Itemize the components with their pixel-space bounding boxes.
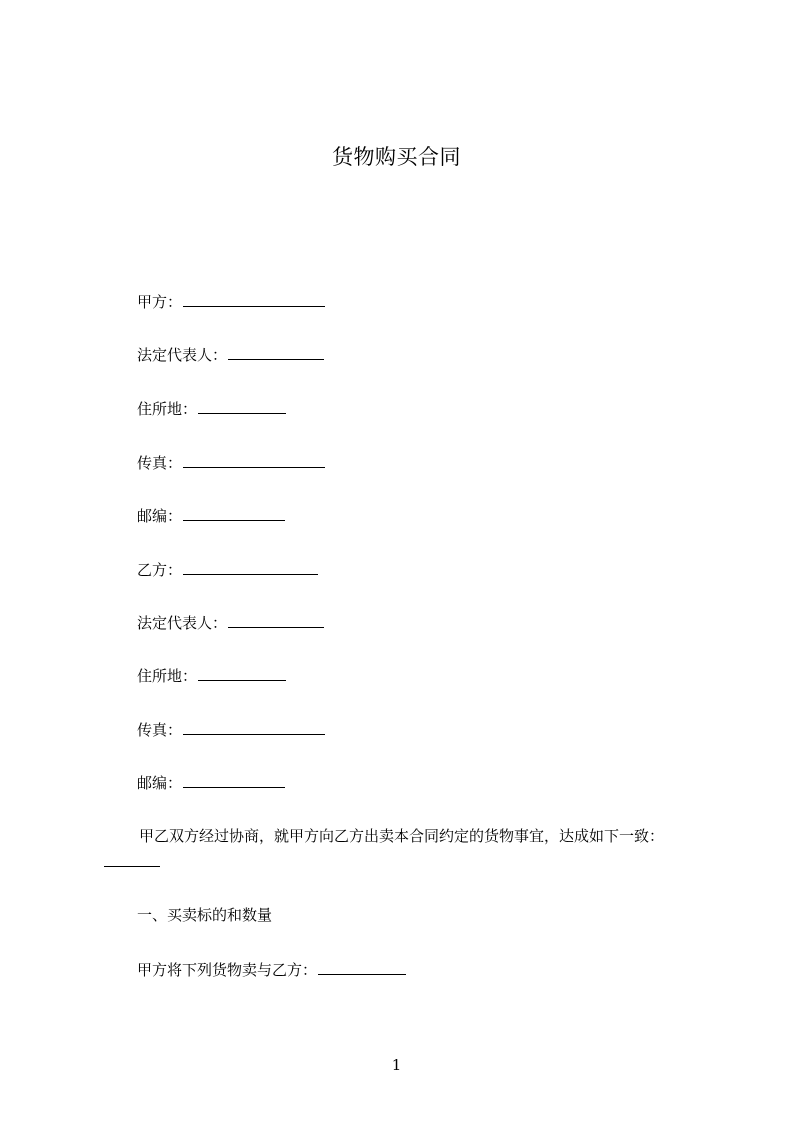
party-b-name-field bbox=[137, 559, 318, 580]
party-a-fax-blank[interactable] bbox=[183, 452, 325, 468]
intro-paragraph-blank[interactable] bbox=[104, 851, 160, 867]
party-b-postcode-label: 邮编： bbox=[137, 774, 183, 792]
party-a-postcode-field bbox=[137, 505, 285, 526]
party-a-name-blank[interactable] bbox=[183, 291, 325, 307]
party-a-name-field bbox=[137, 291, 325, 312]
party-b-fax-blank[interactable] bbox=[183, 719, 325, 735]
party-a-postcode-blank[interactable] bbox=[183, 505, 285, 521]
party-b-name-blank[interactable] bbox=[183, 559, 318, 575]
party-a-rep-blank[interactable] bbox=[228, 344, 324, 360]
party-a-name-label: 甲方： bbox=[137, 293, 183, 311]
party-a-fax-label: 传真： bbox=[137, 454, 183, 472]
party-b-address-label: 住所地： bbox=[137, 667, 198, 685]
section-1-text-field bbox=[137, 959, 406, 980]
party-b-fax-label: 传真： bbox=[137, 721, 183, 739]
party-b-address-blank[interactable] bbox=[198, 665, 286, 681]
party-b-address-field bbox=[137, 665, 286, 686]
party-b-fax-field bbox=[137, 719, 325, 740]
party-b-rep-label: 法定代表人： bbox=[137, 614, 228, 632]
party-b-rep-blank[interactable] bbox=[228, 612, 324, 628]
party-a-rep-label: 法定代表人： bbox=[137, 346, 228, 364]
party-a-address-blank[interactable] bbox=[198, 398, 286, 414]
party-a-address-label: 住所地： bbox=[137, 400, 198, 418]
party-a-postcode-label: 邮编： bbox=[137, 507, 183, 525]
party-a-fax-field bbox=[137, 452, 325, 473]
party-a-address-field bbox=[137, 398, 286, 419]
party-b-rep-field bbox=[137, 612, 324, 633]
section-1-text: 甲方将下列货物卖与乙方： bbox=[137, 961, 318, 979]
intro-paragraph: 甲乙双方经过协商，就甲方向乙方出卖本合同约定的货物事宜，达成如下一致： bbox=[139, 827, 665, 845]
party-b-postcode-blank[interactable] bbox=[183, 772, 285, 788]
document-title: 货物购买合同 bbox=[332, 145, 461, 169]
section-1-heading: 一、买卖标的和数量 bbox=[137, 906, 273, 924]
page-number: 1 bbox=[391, 1056, 402, 1074]
party-b-postcode-field bbox=[137, 772, 285, 793]
party-a-rep-field bbox=[137, 344, 324, 365]
party-b-name-label: 乙方： bbox=[137, 561, 183, 579]
section-1-blank[interactable] bbox=[318, 959, 406, 975]
